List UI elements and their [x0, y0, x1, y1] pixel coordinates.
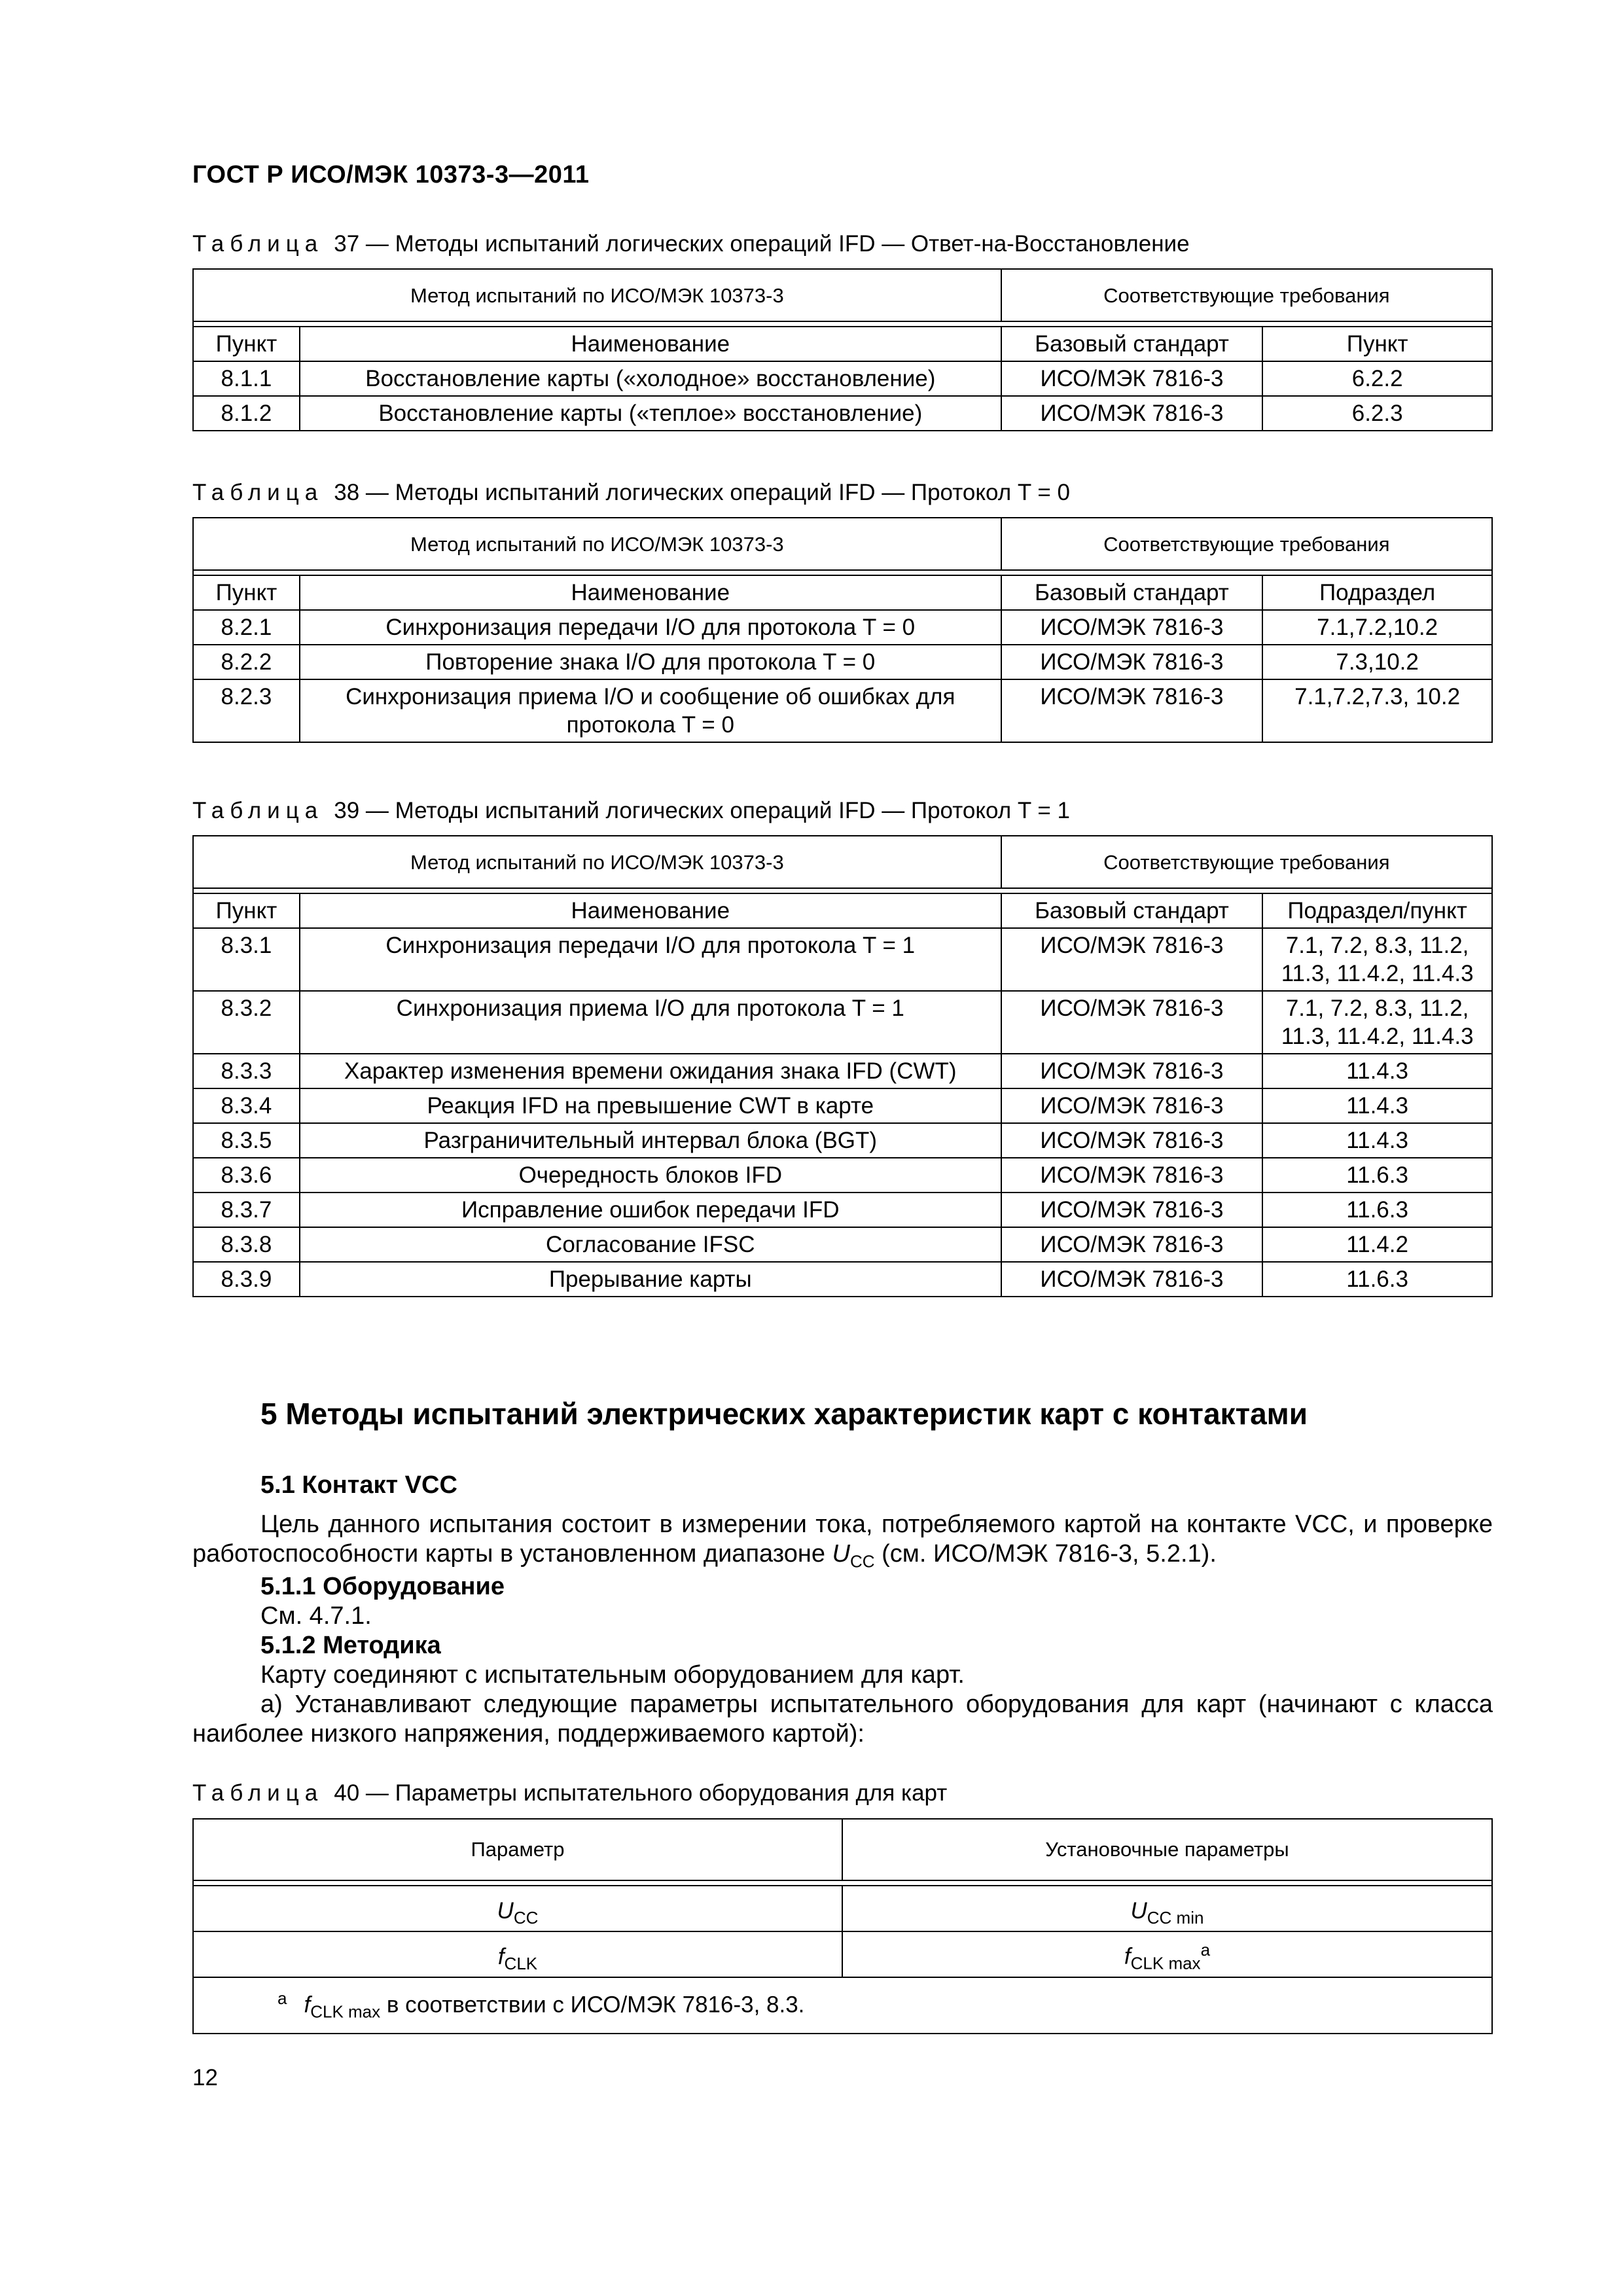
table-cell: 8.1.2	[193, 396, 300, 431]
table-row	[193, 361, 1492, 396]
section-5-1-1-heading: 5.1.1 Оборудование	[260, 1573, 505, 1600]
table-cell: Согласование IFSC	[300, 1227, 1001, 1262]
column-header: Подраздел	[1262, 575, 1492, 610]
table-38	[192, 517, 1493, 743]
table-cell: 8.3.4	[193, 1088, 300, 1123]
column-header: Наименование	[300, 893, 1001, 928]
variable: U	[1130, 1898, 1147, 1924]
table-cell	[842, 1931, 1492, 1977]
table-cell: 11.4.3	[1262, 1054, 1492, 1088]
table-cell: ИСО/МЭК 7816-3	[1001, 645, 1263, 679]
table-footnote-row	[193, 1977, 1492, 2034]
table-cell: Синхронизация приема I/O и сообщение об ошибках для протокола T = 0	[300, 679, 1001, 742]
table-40	[192, 1818, 1493, 2034]
table-cell: 8.2.2	[193, 645, 300, 679]
table-38-caption	[192, 480, 1070, 506]
table-cell: ИСО/МЭК 7816-3	[1001, 1193, 1263, 1227]
table-row	[193, 645, 1492, 679]
table-row	[193, 1193, 1492, 1227]
column-header-row	[193, 575, 1492, 610]
table-cell: 11.4.2	[1262, 1227, 1492, 1262]
column-header: Пункт	[1262, 327, 1492, 361]
subscript: CC	[513, 1908, 539, 1928]
group-header-requirements: Соответствующие требования	[1001, 269, 1492, 321]
caption-word: Таблица	[192, 231, 324, 257]
table-cell: ИСО/МЭК 7816-3	[1001, 361, 1263, 396]
table-cell: ИСО/МЭК 7816-3	[1001, 991, 1263, 1054]
table-cell	[193, 1886, 842, 1931]
table-row	[193, 679, 1492, 742]
table-row	[193, 1158, 1492, 1193]
table-cell: Синхронизация передачи I/O для протокола T = 0	[300, 610, 1001, 645]
variable-u: U	[832, 1540, 850, 1568]
column-header: Подраздел/пункт	[1262, 893, 1492, 928]
paragraph-text: а) Устанавливают следующие параметры испытательного оборудования для карт (начинают с класса наиболее низкого напряжения, поддерживаемого картой):	[192, 1691, 1493, 1748]
document-header: ГОСТ Р ИСО/МЭК 10373-3—2011	[192, 161, 590, 188]
column-header: Параметр	[193, 1819, 842, 1880]
column-header: Наименование	[300, 575, 1001, 610]
footnote-mark: a	[1200, 1940, 1211, 1960]
group-header-requirements: Соответствующие требования	[1001, 836, 1492, 888]
table-cell: 7.1, 7.2, 8.3, 11.2, 11.3, 11.4.2, 11.4.3	[1262, 928, 1492, 991]
column-header: Установочные параметры	[842, 1819, 1492, 1880]
table-cell: 11.6.3	[1262, 1262, 1492, 1297]
table-cell: ИСО/МЭК 7816-3	[1001, 1054, 1263, 1088]
paragraph-text: Цель данного испытания состоит в измерении тока, потребляемого картой на контакте VCC, и проверке работоспособности карты в установленном диапазоне	[192, 1511, 1493, 1568]
table-row	[193, 610, 1492, 645]
section-5-heading: 5 Методы испытаний электрических характеристик карт с контактами	[260, 1397, 1308, 1431]
table-cell: Синхронизация приема I/O для протокола T = 1	[300, 991, 1001, 1054]
group-header-method: Метод испытаний по ИСО/МЭК 10373-3	[193, 269, 1001, 321]
section-5-1-2-heading: 5.1.2 Методика	[260, 1632, 441, 1659]
table-cell: Разграничительный интервал блока (BGT)	[300, 1123, 1001, 1158]
caption-text: 37 — Методы испытаний логических операций IFD — Ответ-на-Восстановление	[334, 231, 1190, 257]
table-cell: 11.6.3	[1262, 1193, 1492, 1227]
column-header: Пункт	[193, 893, 300, 928]
column-header: Базовый стандарт	[1001, 575, 1263, 610]
table-cell: 7.1,7.2,10.2	[1262, 610, 1492, 645]
table-footnote	[193, 1977, 1492, 2034]
caption-word: Таблица	[192, 480, 324, 505]
subscript: CLK	[504, 1954, 538, 1973]
table-cell: 8.3.3	[193, 1054, 300, 1088]
footnote-text: в соответствии с ИСО/МЭК 7816-3, 8.3.	[380, 1992, 805, 2018]
table-cell	[193, 1931, 842, 1977]
table-cell: 11.4.3	[1262, 1123, 1492, 1158]
table-cell: 8.3.1	[193, 928, 300, 991]
page-number: 12	[192, 2065, 218, 2090]
table-37	[192, 268, 1493, 431]
caption-text: 40 — Параметры испытательного оборудования для карт	[334, 1780, 948, 1806]
column-header: Базовый стандарт	[1001, 893, 1263, 928]
subscript: CLK max	[1130, 1954, 1201, 1973]
table-cell: Характер изменения времени ожидания знака IFD (CWT)	[300, 1054, 1001, 1088]
group-header-method: Метод испытаний по ИСО/МЭК 10373-3	[193, 836, 1001, 888]
table-cell: Повторение знака I/O для протокола T = 0	[300, 645, 1001, 679]
table-cell: ИСО/МЭК 7816-3	[1001, 1262, 1263, 1297]
subscript: CC min	[1147, 1908, 1204, 1928]
variable: f	[1124, 1944, 1131, 1969]
subscript: CLK max	[310, 2001, 381, 2022]
table-row	[193, 1054, 1492, 1088]
variable: f	[304, 1992, 311, 2018]
paragraph-text: (см. ИСО/МЭК 7816-3, 5.2.1).	[874, 1540, 1217, 1568]
column-header: Базовый стандарт	[1001, 327, 1263, 361]
table-cell: ИСО/МЭК 7816-3	[1001, 928, 1263, 991]
table-cell: 8.3.9	[193, 1262, 300, 1297]
table-row	[193, 1931, 1492, 1977]
column-header: Пункт	[193, 327, 300, 361]
table-cell: 8.3.6	[193, 1158, 300, 1193]
section-5-1-2-item-a	[192, 1690, 1493, 1749]
table-cell: 7.3,10.2	[1262, 645, 1492, 679]
table-cell: 8.2.3	[193, 679, 300, 742]
section-5-1-paragraph	[192, 1510, 1493, 1577]
table-row	[193, 1123, 1492, 1158]
table-row	[193, 1227, 1492, 1262]
table-cell: 8.3.8	[193, 1227, 300, 1262]
table-cell: 8.3.7	[193, 1193, 300, 1227]
subscript: CC	[850, 1551, 875, 1571]
table-row	[193, 396, 1492, 431]
table-cell: 11.4.3	[1262, 1088, 1492, 1123]
table-cell: ИСО/МЭК 7816-3	[1001, 1227, 1263, 1262]
table-cell: ИСО/МЭК 7816-3	[1001, 396, 1263, 431]
table-cell: 7.1, 7.2, 8.3, 11.2, 11.3, 11.4.2, 11.4.3	[1262, 991, 1492, 1054]
section-5-1-heading: 5.1 Контакт VCC	[260, 1471, 457, 1499]
table-37-caption	[192, 231, 1190, 257]
table-cell: Восстановление карты («холодное» восстановление)	[300, 361, 1001, 396]
table-cell: ИСО/МЭК 7816-3	[1001, 679, 1263, 742]
variable: f	[497, 1944, 505, 1969]
group-header-requirements: Соответствующие требования	[1001, 518, 1492, 570]
caption-word: Таблица	[192, 798, 324, 823]
caption-word: Таблица	[192, 1780, 324, 1806]
table-row	[193, 1886, 1492, 1931]
table-cell: 8.2.1	[193, 610, 300, 645]
section-5-1-2-text: Карту соединяют с испытательным оборудованием для карт.	[260, 1661, 965, 1689]
table-cell: ИСО/МЭК 7816-3	[1001, 1158, 1263, 1193]
table-cell: 8.3.2	[193, 991, 300, 1054]
table-row	[193, 1262, 1492, 1297]
column-header-row	[193, 327, 1492, 361]
table-cell: 11.6.3	[1262, 1158, 1492, 1193]
table-cell: 7.1,7.2,7.3, 10.2	[1262, 679, 1492, 742]
column-header-row	[193, 893, 1492, 928]
column-header: Пункт	[193, 575, 300, 610]
table-row	[193, 1088, 1492, 1123]
table-cell: Реакция IFD на превышение CWT в карте	[300, 1088, 1001, 1123]
caption-text: 38 — Методы испытаний логических операций IFD — Протокол T = 0	[334, 480, 1070, 505]
table-cell: Прерывание карты	[300, 1262, 1001, 1297]
table-cell: Восстановление карты («теплое» восстановление)	[300, 396, 1001, 431]
group-header-method: Метод испытаний по ИСО/МЭК 10373-3	[193, 518, 1001, 570]
table-cell: ИСО/МЭК 7816-3	[1001, 610, 1263, 645]
table-cell: 8.3.5	[193, 1123, 300, 1158]
table-cell: 8.1.1	[193, 361, 300, 396]
table-cell: 6.2.2	[1262, 361, 1492, 396]
table-39	[192, 835, 1493, 1297]
section-5-1-1-text: См. 4.7.1.	[260, 1602, 372, 1630]
table-cell: Синхронизация передачи I/O для протокола T = 1	[300, 928, 1001, 991]
table-row	[193, 991, 1492, 1054]
table-cell	[842, 1886, 1492, 1931]
table-row	[193, 928, 1492, 991]
table-cell: Очередность блоков IFD	[300, 1158, 1001, 1193]
table-cell: Исправление ошибок передачи IFD	[300, 1193, 1001, 1227]
column-header: Наименование	[300, 327, 1001, 361]
table-cell: ИСО/МЭК 7816-3	[1001, 1123, 1263, 1158]
table-cell: ИСО/МЭК 7816-3	[1001, 1088, 1263, 1123]
table-40-caption	[192, 1780, 947, 1806]
table-cell: 6.2.3	[1262, 396, 1492, 431]
caption-text: 39 — Методы испытаний логических операций IFD — Протокол T = 1	[334, 798, 1070, 823]
table-39-caption	[192, 798, 1070, 824]
footnote-mark: a	[277, 1988, 287, 2009]
variable: U	[497, 1898, 514, 1924]
